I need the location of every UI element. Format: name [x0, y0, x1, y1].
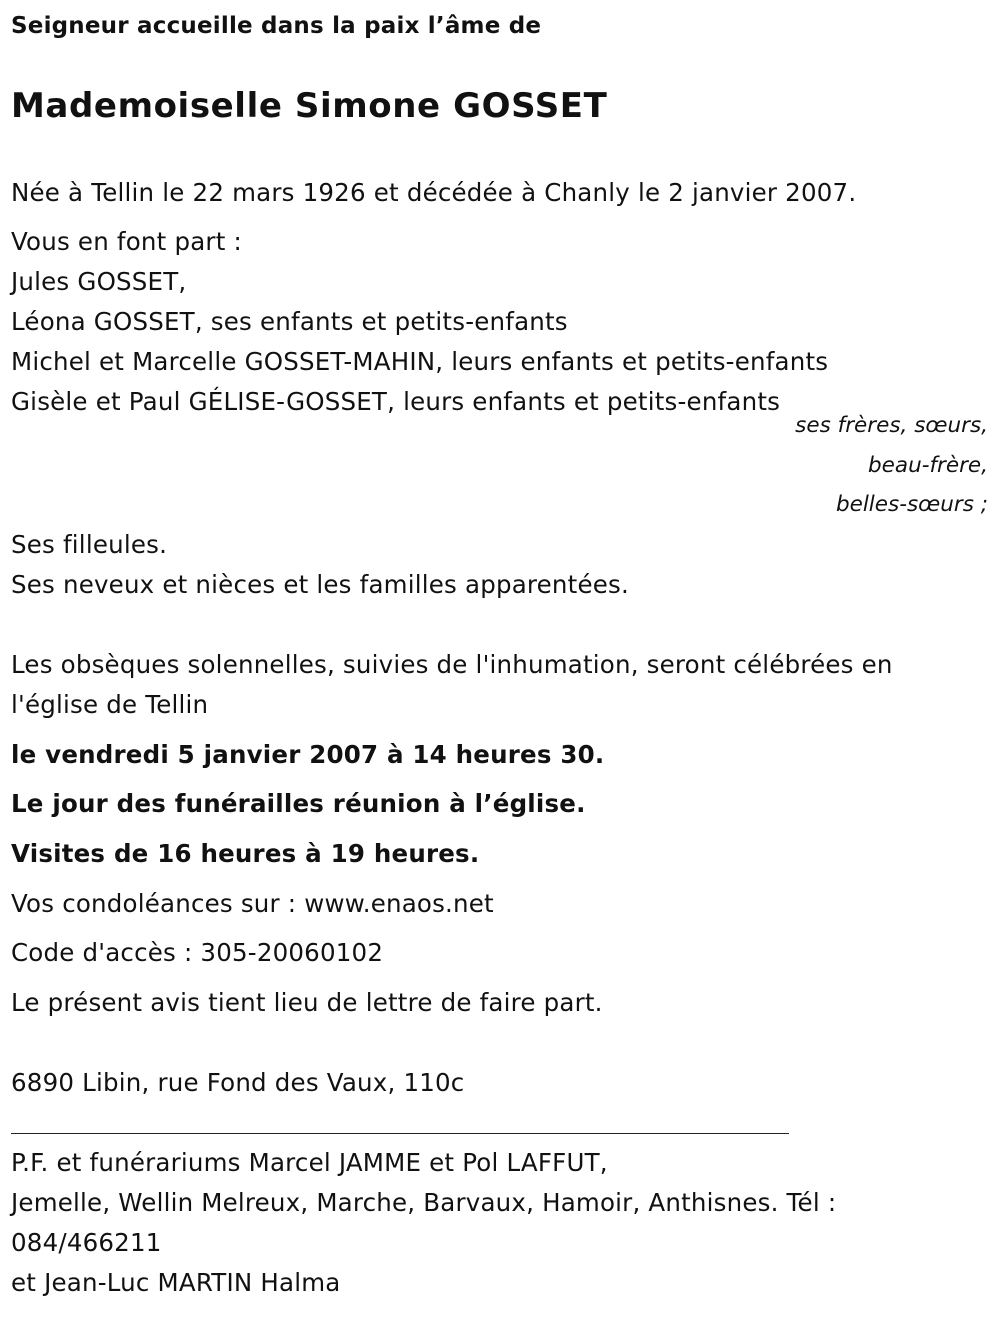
relation-label: ses frères, sœurs,: [795, 413, 988, 438]
notice-text: Le présent avis tient lieu de lettre de faire part.: [11, 988, 603, 1017]
relation-label: beau-frère,: [868, 453, 988, 478]
family-member: Léona GOSSET, ses enfants et petits-enfants: [11, 307, 568, 336]
funeral-home-name: P.F. et funérariums Marcel JAMME et Pol LAFFUT,: [11, 1148, 608, 1177]
other-relatives: Ses filleules.: [11, 530, 168, 559]
notify-intro: Vous en font part :: [11, 227, 242, 256]
funeral-home-locations: Jemelle, Wellin Melreux, Marche, Barvaux, Hamoir, Anthisnes. Tél :: [11, 1188, 837, 1217]
funeral-home-phone: 084/466211: [11, 1228, 162, 1257]
family-member: Gisèle et Paul GÉLISE-GOSSET, leurs enfants et petits-enfants: [11, 387, 781, 416]
separator-line: [11, 1133, 789, 1134]
intro-text: Seigneur accueille dans la paix l’âme de: [11, 13, 542, 39]
meeting-text: Le jour des funérailles réunion à l’église.: [11, 789, 586, 818]
birth-death-text: Née à Tellin le 22 mars 1926 et décédée à Chanly le 2 janvier 2007.: [11, 178, 857, 207]
relation-label: belles-sœurs ;: [835, 492, 988, 517]
access-code: Code d'accès : 305-20060102: [11, 938, 384, 967]
funeral-date: le vendredi 5 janvier 2007 à 14 heures 30.: [11, 740, 605, 769]
condolences-text: Vos condoléances sur : www.enaos.net: [11, 889, 494, 918]
other-relatives: Ses neveux et nièces et les familles apparentées.: [11, 570, 629, 599]
visits-text: Visites de 16 heures à 19 heures.: [11, 839, 480, 868]
family-member: Jules GOSSET,: [11, 267, 187, 296]
deceased-name: Mademoiselle Simone GOSSET: [11, 86, 608, 126]
address-text: 6890 Libin, rue Fond des Vaux, 110c: [11, 1068, 465, 1097]
funeral-location: l'église de Tellin: [11, 690, 209, 719]
funeral-home-partner: et Jean-Luc MARTIN Halma: [11, 1268, 341, 1297]
funeral-text: Les obsèques solennelles, suivies de l'inhumation, seront célébrées en: [11, 650, 893, 679]
family-member: Michel et Marcelle GOSSET-MAHIN, leurs enfants et petits-enfants: [11, 347, 829, 376]
